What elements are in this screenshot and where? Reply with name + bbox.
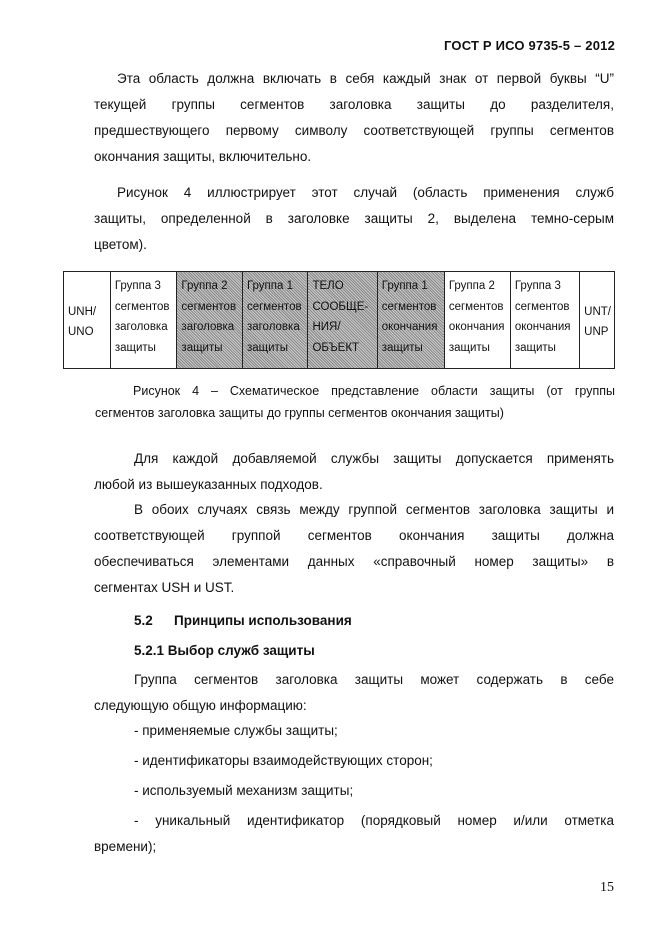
text-line: текущей группы сегментов заголовка защиты до разделителя, [94, 97, 614, 112]
text-line: В обоих случаях связь между группой сегментов заголовка защиты и [134, 502, 614, 517]
cell-line: UNT/ [584, 305, 611, 318]
text-line: Эта область должна включать в себя каждый знак от первой буквы “U” [117, 71, 614, 86]
cell-line: сегментов [448, 300, 504, 313]
text-line: Рисунок 4 иллюстрирует этот случай (область применения служб [117, 185, 614, 200]
paragraph-linkage [94, 497, 614, 601]
figure-cell-message-body [308, 272, 377, 369]
text-line: Для каждой добавляемой службы защиты допускается применять [134, 451, 614, 466]
section-number: 5.2 [134, 613, 153, 628]
cell-line: заголовка [181, 321, 235, 333]
subsection-title: 5.2.1 Выбор служб защиты [134, 643, 315, 658]
text-line: следующую общую информацию: [94, 698, 307, 713]
text-line: предшествующего первому символу соответствующей группы сегментов [94, 123, 614, 138]
text-line: Группа сегментов заголовка защиты может содержать в себе [134, 672, 614, 687]
text-line: окончания защиты, включительно. [94, 149, 312, 164]
figure-cell-trailer-group-1 [377, 272, 444, 369]
cell-line: сегментов [246, 300, 302, 313]
figure-cell-header-group-3 [110, 272, 177, 369]
cell-line: защиты [246, 341, 289, 354]
cell-line: UNP [584, 326, 609, 338]
cell-line: защиты [381, 341, 423, 354]
cell-line: заголовка [114, 321, 168, 333]
cell-line: сегментов [114, 300, 170, 313]
cell-line: заголовка [246, 321, 300, 333]
list-item-last [94, 808, 614, 860]
cell-line: ТЕЛО [312, 280, 344, 292]
text-line: обеспечиваться элементами данных «справочный номер защиты» в [94, 554, 614, 569]
cell-line: ОБЪЕКТ [312, 341, 360, 354]
paragraph-figure-intro [94, 180, 614, 258]
text-line: любой из вышеуказанных подходов. [94, 477, 323, 492]
cell-line: окончания [514, 321, 571, 333]
cell-line: сегментов [381, 300, 437, 313]
cell-line: окончания [381, 321, 438, 333]
text-line: цветом). [94, 237, 147, 252]
document-header: ГОСТ Р ИСО 9735-5 – 2012 [444, 38, 615, 53]
cell-line: Группа 1 [246, 280, 293, 292]
cell-line: защиты [514, 341, 556, 354]
cell-line: сегментов [181, 300, 237, 313]
cell-line: СООБЩЕ- [312, 300, 369, 313]
text-line: защиты, определенной в заголовке защиты 2, выделена темно-серым [94, 211, 614, 226]
cell-line: защиты [181, 341, 223, 354]
text-line: времени); [94, 839, 157, 854]
caption-line: сегментов заголовка защиты до группы сегментов окончания защиты) [95, 406, 504, 420]
figure-caption [133, 380, 615, 402]
security-scope-figure [63, 271, 615, 369]
list-item: - применяемые службы защиты; [134, 723, 338, 738]
figure-cell-unh [64, 272, 111, 369]
info-list [134, 718, 614, 808]
figure-cell-header-group-2 [177, 272, 243, 369]
list-item: - идентификаторы взаимодействующих сторон; [134, 753, 433, 768]
cell-line: Группа 1 [381, 280, 428, 292]
cell-line: Группа 2 [181, 280, 228, 292]
text-line: сегментах USH и UST. [94, 580, 235, 595]
caption-line: Рисунок 4 – Схематическое представление области защиты (от группы [133, 384, 615, 398]
cell-line: Группа 3 [514, 280, 561, 292]
text-line: соответствующей группой сегментов окончания защиты должна [94, 528, 614, 543]
figure-caption-cont [95, 402, 615, 424]
paragraph-scope [94, 66, 614, 170]
section-title: Принципы использования [174, 613, 352, 628]
cell-line: НИЯ/ [312, 321, 341, 333]
list-item: - используемый механизм защиты; [134, 783, 354, 798]
text-line: - уникальный идентификатор (порядковый номер и/или отметка [134, 813, 614, 828]
figure-cell-trailer-group-2 [444, 272, 510, 369]
cell-text: Группа 3 [114, 280, 161, 292]
cell-line [115, 276, 174, 297]
cell-line: UNO [68, 326, 94, 338]
cell-line: защиты [114, 341, 156, 354]
cell-line: защиты [448, 341, 490, 354]
cell-line: сегментов [514, 300, 570, 313]
cell-line: UNH/ [68, 305, 97, 318]
paragraph-approaches [94, 446, 614, 498]
cell-line: окончания [448, 321, 505, 333]
page-number: 15 [600, 880, 614, 895]
paragraph-header-contents [94, 667, 614, 719]
figure-cell-header-group-1 [242, 272, 308, 369]
figure-cell-unt [580, 272, 615, 369]
figure-cell-trailer-group-3 [510, 272, 579, 369]
cell-line: Группа 2 [448, 280, 495, 292]
